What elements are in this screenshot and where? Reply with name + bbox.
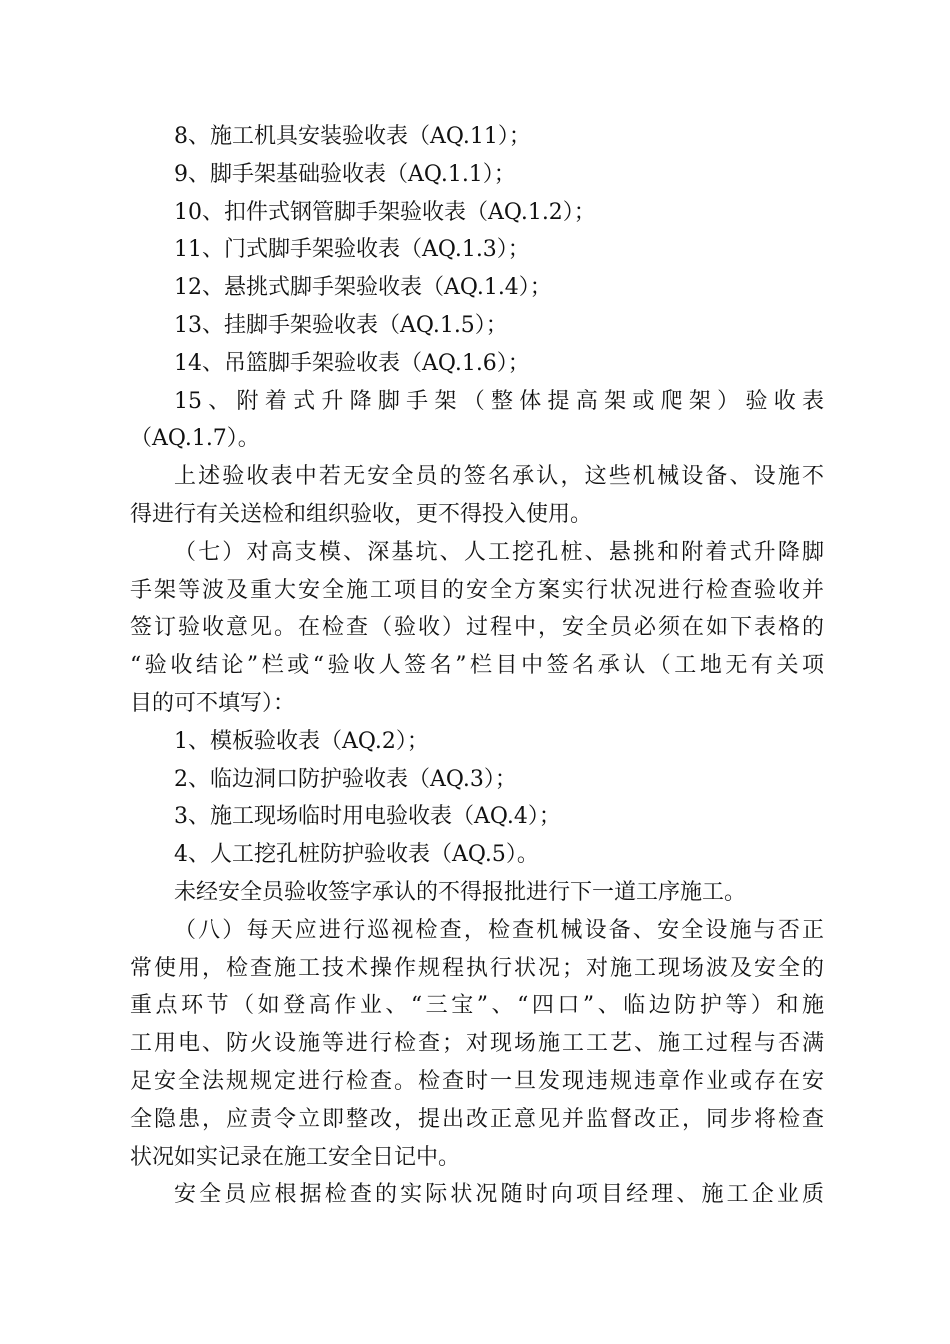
text-line: 状况如实记录在施工安全日记中。 bbox=[130, 1144, 461, 1170]
text-line: 未经安全员验收签字承认的不得报批进行下一道工序施工。 bbox=[174, 879, 747, 905]
text-line: 手架等波及重大安全施工项目的安全方案实行状况进行检查验收并 bbox=[130, 577, 824, 603]
text-line: 2、临边洞口防护验收表（AQ.3）； bbox=[174, 766, 517, 792]
text-line: 上述验收表中若无安全员的签名承认，这些机械设备、设施不 bbox=[174, 464, 824, 490]
text-line: （AQ.1.7）。 bbox=[130, 426, 260, 452]
text-line: 常使用，检查施工技术操作规程执行状况；对施工现场波及安全的 bbox=[130, 955, 824, 981]
text-line: 目的可不填写）： bbox=[130, 690, 296, 716]
text-line: 12、悬挑式脚手架验收表（AQ.1.4）； bbox=[174, 275, 552, 301]
text-line: 11、门式脚手架验收表（AQ.1.3）； bbox=[174, 237, 530, 263]
text-line: 15、附着式升降脚手架（整体提高架或爬架）验收表 bbox=[174, 388, 824, 414]
text-line: 13、挂脚手架验收表（AQ.1.5）； bbox=[174, 312, 508, 338]
text-line: “验收结论”栏或“验收人签名”栏目中签名承认（工地无有关项 bbox=[130, 653, 824, 679]
text-line: （八）每天应进行巡视检查，检查机械设备、安全设施与否正 bbox=[174, 917, 824, 943]
text-line: 签订验收意见。在检查（验收）过程中，安全员必须在如下表格的 bbox=[130, 615, 824, 641]
text-line: 足安全法规规定进行检查。检查时一旦发现违规违章作业或存在安 bbox=[130, 1068, 824, 1094]
text-line: 得进行有关送检和组织验收，更不得投入使用。 bbox=[130, 501, 593, 527]
text-line: 4、人工挖孔桩防护验收表（AQ.5）。 bbox=[174, 842, 539, 868]
text-line: 10、扣件式钢管脚手架验收表（AQ.1.2）； bbox=[174, 199, 596, 225]
text-line: 8、施工机具安装验收表（AQ.11）； bbox=[174, 124, 531, 149]
text-line: （七）对高支模、深基坑、人工挖孔桩、悬挑和附着式升降脚 bbox=[174, 539, 824, 565]
text-line: 3、施工现场临时用电验收表（AQ.4）； bbox=[174, 804, 561, 830]
text-line: 14、吊篮脚手架验收表（AQ.1.6）； bbox=[174, 350, 530, 376]
text-line: 全隐患，应责令立即整改，提出改正意见并监督改正，同步将检查 bbox=[130, 1106, 824, 1132]
text-line: 工用电、防火设施等进行检查；对现场施工工艺、施工过程与否满 bbox=[130, 1031, 824, 1057]
body-text bbox=[130, 118, 824, 1214]
text-line: 1、模板验收表（AQ.2）； bbox=[174, 728, 429, 754]
text-line: 9、脚手架基础验收表（AQ.1.1）； bbox=[174, 161, 516, 187]
text-line: 安全员应根据检查的实际状况随时向项目经理、施工企业质 bbox=[174, 1182, 824, 1208]
text-line: 重点环节（如登高作业、“三宝”、“四口”、临边防护等）和施 bbox=[130, 993, 824, 1019]
